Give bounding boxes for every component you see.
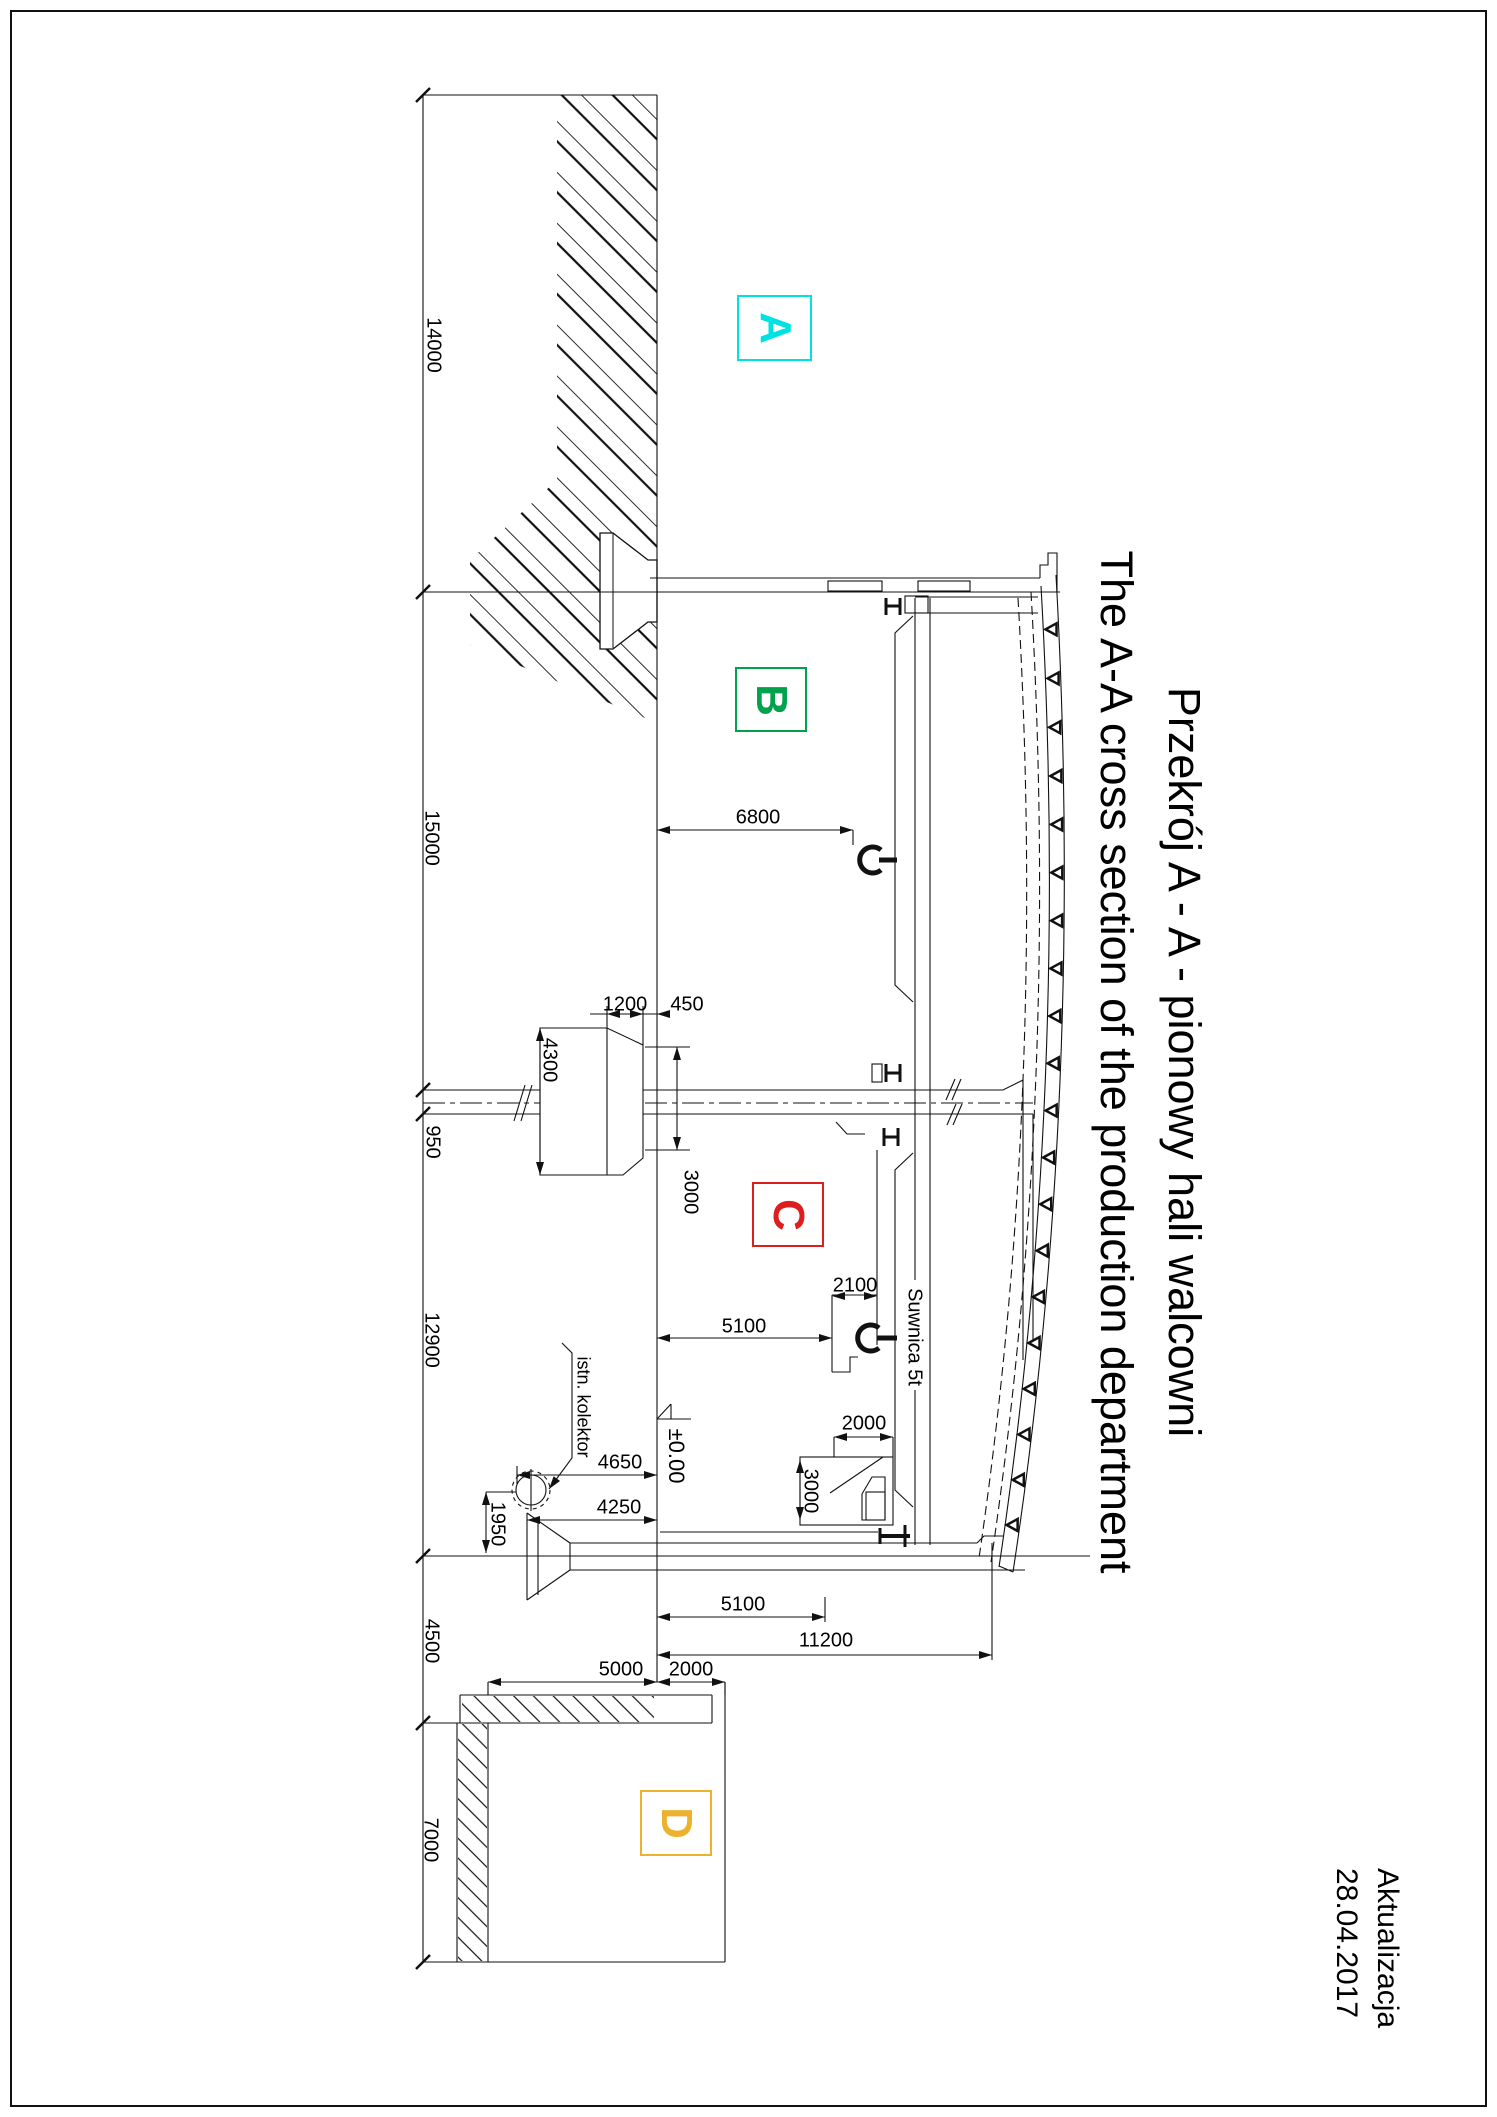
dim-450: 450 bbox=[670, 993, 704, 1016]
dim-4650: 4650 bbox=[597, 1451, 643, 1474]
level-zero-label: ±0.00 bbox=[664, 1428, 689, 1484]
zone-letter-d: D bbox=[652, 1807, 701, 1839]
dim-2000-machine: 2000 bbox=[841, 1412, 887, 1435]
dim-4300: 4300 bbox=[538, 1037, 561, 1083]
dim-1200: 1200 bbox=[602, 993, 648, 1016]
dim-3000-machine: 3000 bbox=[799, 1468, 822, 1514]
crane-label: Suwnica 5t bbox=[903, 1288, 926, 1386]
revision-date: 28.04.2017 bbox=[1330, 1867, 1363, 2019]
collector-label: istn. kolektor bbox=[573, 1356, 594, 1458]
dim-chain-15000: 15000 bbox=[420, 810, 443, 866]
dim-chain-7000: 7000 bbox=[419, 1817, 442, 1863]
dim-5000: 5000 bbox=[598, 1658, 644, 1681]
zone-letter-a: A bbox=[750, 312, 800, 344]
revision-label: Aktualizacja bbox=[1371, 1867, 1404, 2029]
drawing-title bbox=[1082, 550, 1218, 1573]
dim-chain-14000: 14000 bbox=[422, 317, 445, 373]
dim-chain-950: 950 bbox=[421, 1125, 444, 1159]
zone-letter-c: C bbox=[764, 1198, 813, 1231]
dim-2100: 2100 bbox=[832, 1274, 878, 1297]
dim-1950: 1950 bbox=[486, 1501, 509, 1547]
dim-4250: 4250 bbox=[596, 1496, 642, 1519]
dim-11200: 11200 bbox=[798, 1629, 854, 1652]
dim-6800: 6800 bbox=[735, 806, 781, 829]
zone-marker-b bbox=[735, 667, 807, 732]
dim-chain-4500: 4500 bbox=[420, 1618, 443, 1664]
drawing-title-pl: Przekrój A - A - pionowy hali walcowni bbox=[1159, 686, 1210, 1438]
dim-chain-12900: 12900 bbox=[420, 1312, 443, 1368]
dim-5100-floor: 5100 bbox=[720, 1593, 766, 1616]
zone-marker-d bbox=[640, 1790, 712, 1856]
zone-letter-b: B bbox=[747, 683, 796, 716]
drawing-title-en: The A-A cross section of the production department bbox=[1091, 550, 1142, 1574]
revision-block bbox=[1326, 1868, 1408, 2028]
zone-marker-a bbox=[737, 295, 812, 361]
zone-marker-c bbox=[752, 1182, 824, 1247]
dim-3000-column: 3000 bbox=[679, 1169, 702, 1215]
dim-5100-crane: 5100 bbox=[721, 1315, 767, 1338]
dim-2000-pit: 2000 bbox=[668, 1658, 714, 1681]
